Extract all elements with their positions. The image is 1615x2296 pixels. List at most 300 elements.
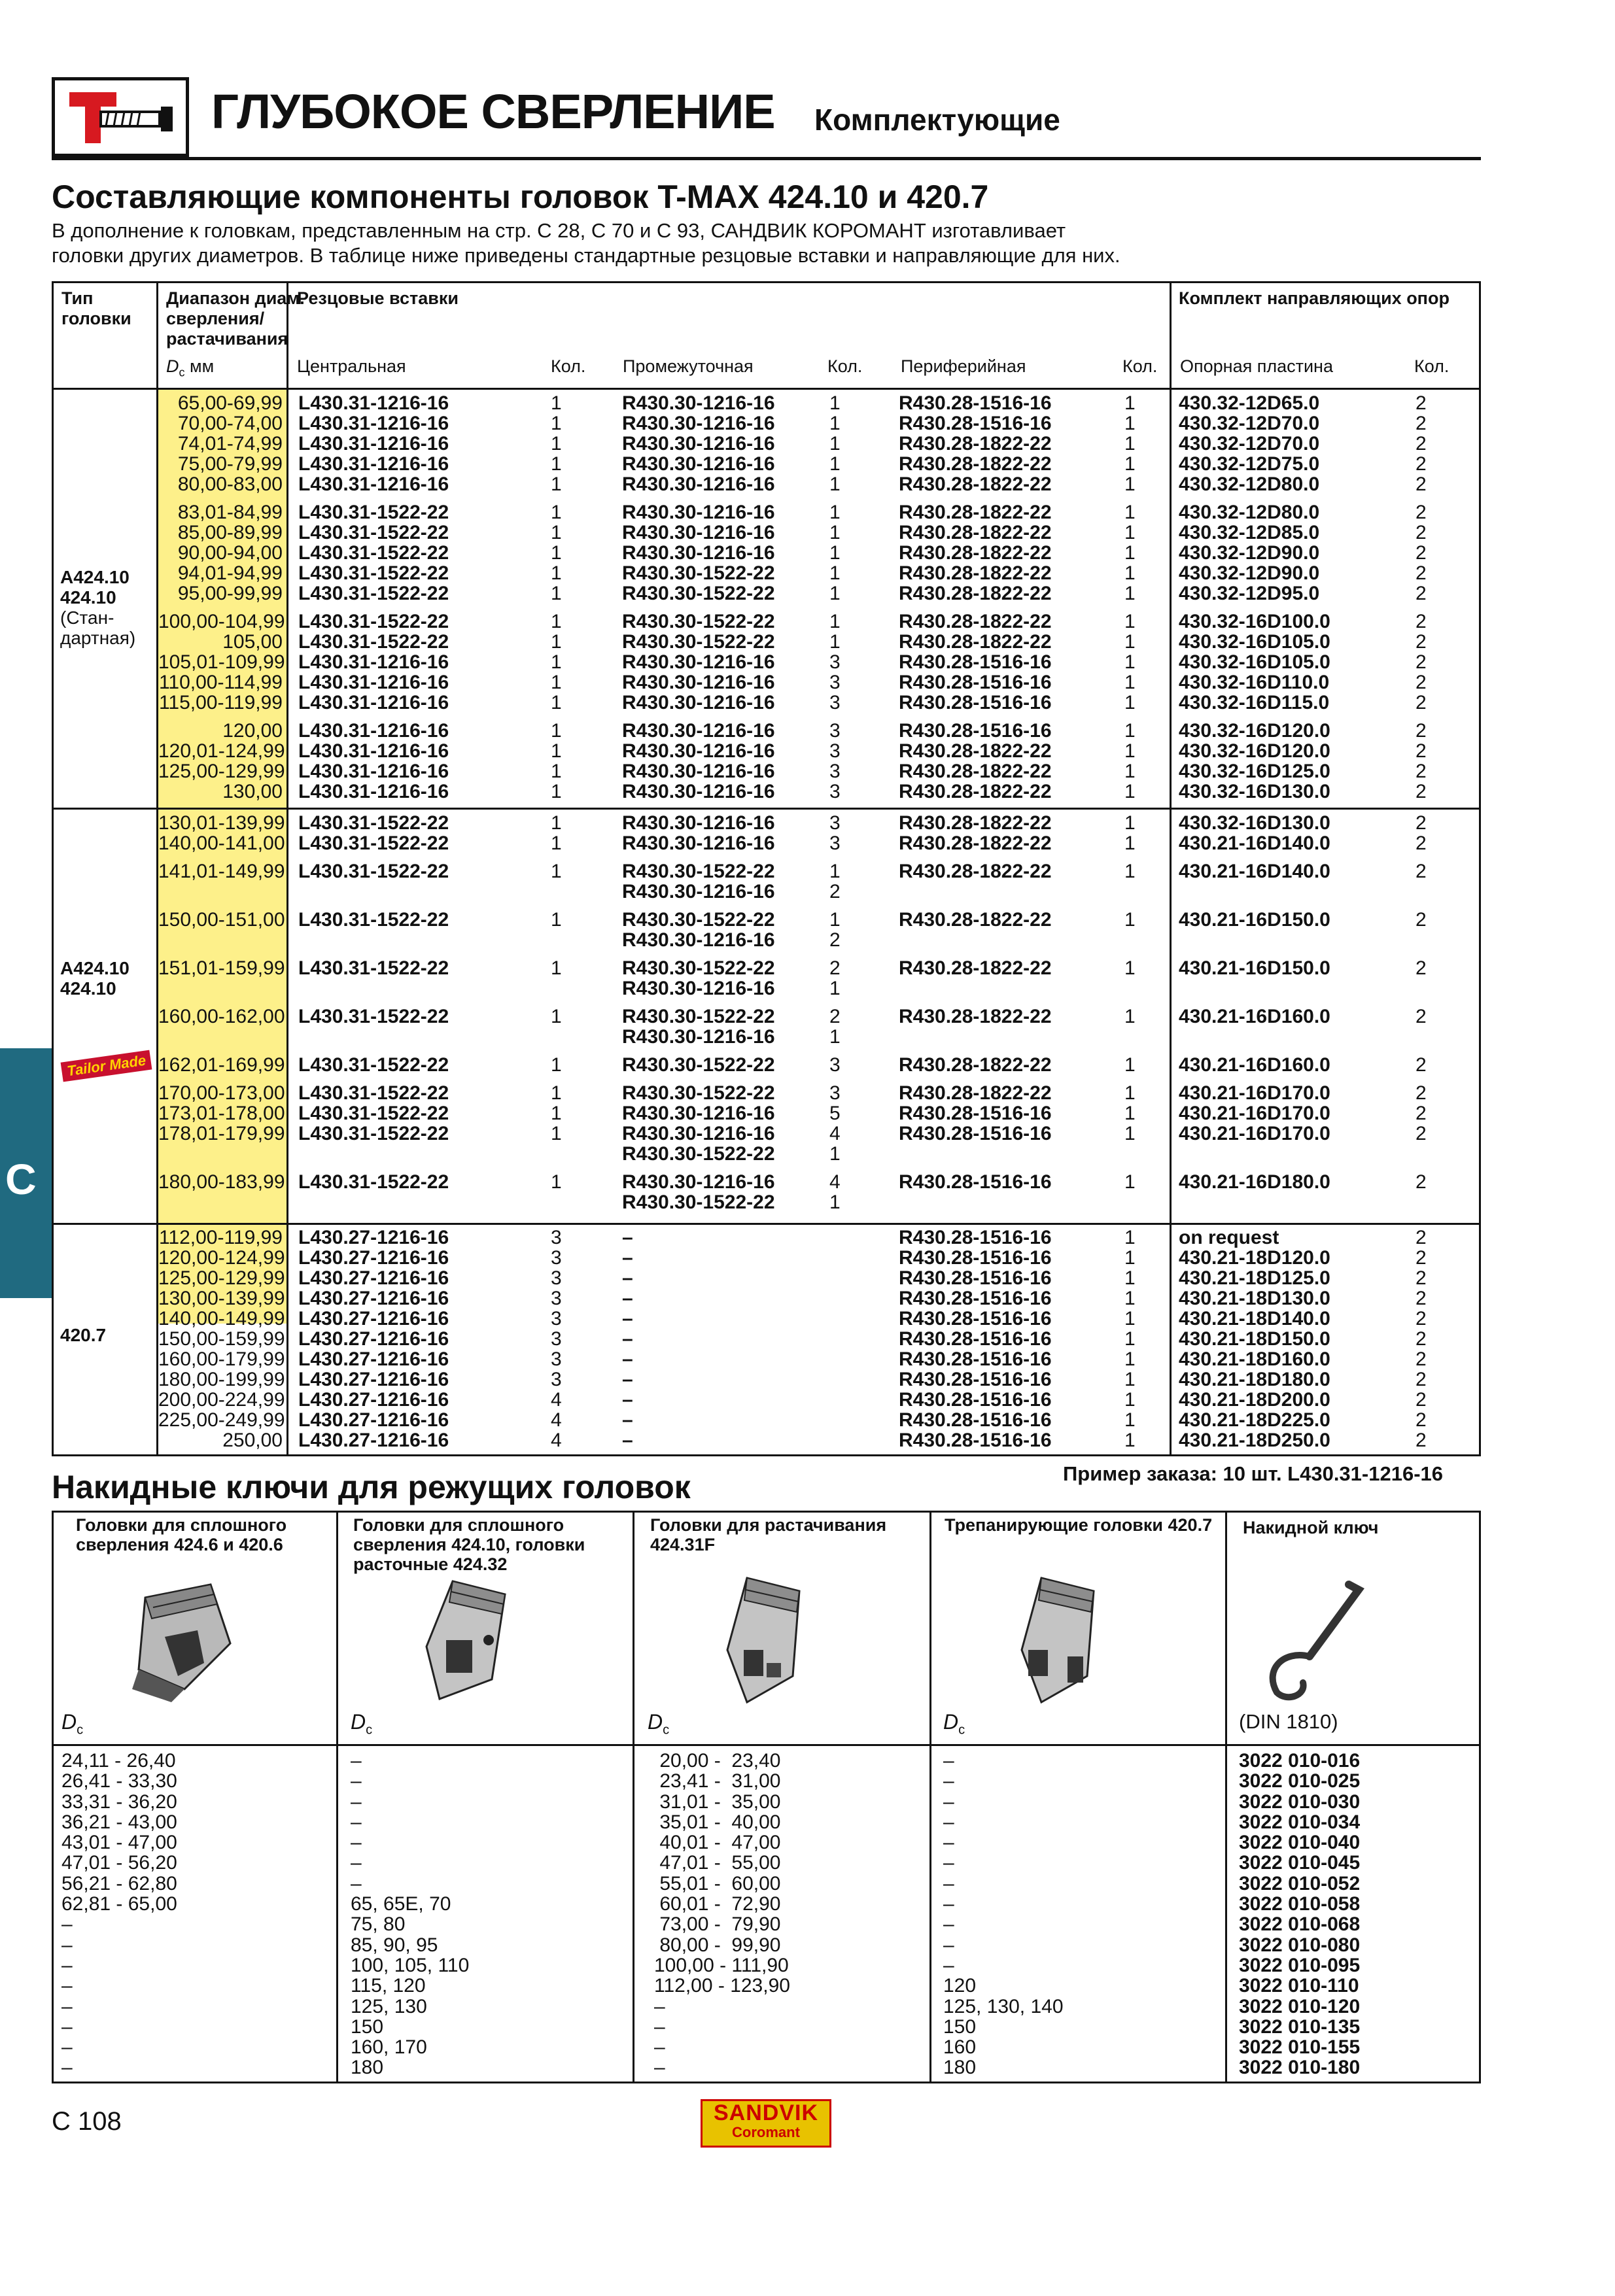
range: 100,00-104,99 [158, 611, 285, 632]
central-qty: 1 [551, 909, 562, 931]
range: 74,01-74,99 [177, 433, 283, 454]
range: 225,00-249,99 [158, 1409, 285, 1431]
support-plate: 430.21-18D160.0 [1179, 1348, 1330, 1370]
support-qty: 2 [1415, 1006, 1427, 1027]
support-qty: 2 [1415, 473, 1427, 495]
peripheral-insert: R430.28-1822-22 [899, 781, 1052, 802]
central-insert: L430.31-1522-22 [298, 1171, 449, 1193]
range: 130,00 [222, 781, 283, 802]
central-insert: L430.31-1216-16 [298, 672, 449, 693]
header-central: Центральная [297, 356, 406, 376]
deep-drilling-icon [55, 80, 186, 154]
support-qty: 2 [1415, 957, 1427, 979]
support-qty: 2 [1415, 720, 1427, 742]
intermediate-qty: 1 [829, 502, 841, 523]
central-qty: 3 [551, 1348, 562, 1370]
intermediate-insert: R430.30-1522-22 [622, 583, 775, 604]
list-item: – [61, 1934, 73, 1956]
list-item: – [61, 2036, 73, 2059]
support-qty: 2 [1415, 781, 1427, 802]
intermediate-insert: R430.30-1216-16 [622, 1026, 775, 1048]
intermediate-qty: 4 [829, 1123, 841, 1144]
intermediate-insert: R430.30-1216-16 [622, 832, 775, 854]
intermediate-insert: R430.30-1216-16 [622, 453, 775, 475]
list-item: – [654, 2057, 665, 2079]
keys-col-header: Накидной ключ [1243, 1518, 1379, 1537]
intermediate-insert: R430.30-1216-16 [622, 542, 775, 564]
peripheral-insert: R430.28-1516-16 [899, 651, 1052, 673]
support-qty: 2 [1415, 1123, 1427, 1144]
peripheral-qty: 1 [1124, 1082, 1136, 1104]
central-qty: 1 [551, 1171, 562, 1193]
range: 140,00-149,99 [158, 1308, 285, 1329]
header-divider [54, 1744, 1479, 1746]
central-qty: 3 [551, 1369, 562, 1390]
central-insert: L430.31-1522-22 [298, 1082, 449, 1104]
support-qty: 2 [1415, 1389, 1427, 1411]
central-qty: 1 [551, 761, 562, 782]
list-item: – [351, 1811, 362, 1833]
range: 162,01-169,99 [158, 1054, 285, 1076]
intermediate-insert: R430.30-1522-22 [622, 1143, 775, 1165]
peripheral-qty: 1 [1124, 832, 1136, 854]
support-plate: 430.32-16D105.0 [1179, 631, 1330, 653]
intermediate-insert: R430.30-1216-16 [622, 978, 775, 999]
range: 112,00-119,99 [158, 1227, 283, 1248]
range: 75,00-79,99 [177, 453, 283, 475]
list-item: 3022 010-030 [1239, 1791, 1361, 1813]
column-divider [287, 283, 288, 1454]
peripheral-qty: 1 [1124, 781, 1136, 802]
central-qty: 3 [551, 1328, 562, 1350]
central-qty: 3 [551, 1288, 562, 1309]
support-plate: 430.32-12D70.0 [1179, 413, 1320, 434]
section-title: Накидные ключи для режущих головок [52, 1469, 691, 1505]
list-item: 150 [943, 2015, 977, 2038]
central-insert: L430.31-1522-22 [298, 812, 449, 834]
peripheral-insert: R430.28-1822-22 [899, 562, 1052, 584]
central-qty: 1 [551, 740, 562, 762]
header-support-plate: Опорная пластина [1180, 356, 1333, 376]
peripheral-insert: R430.28-1516-16 [899, 1369, 1052, 1390]
support-plate: 430.21-18D140.0 [1179, 1308, 1330, 1329]
peripheral-qty: 1 [1124, 1430, 1136, 1451]
column-divider [929, 1513, 931, 2082]
header-qty: Кол. [827, 356, 863, 376]
order-example: Пример заказа: 10 шт. L430.31-1216-16 [1063, 1462, 1444, 1485]
central-insert: L430.27-1216-16 [298, 1409, 449, 1431]
peripheral-qty: 1 [1124, 413, 1136, 434]
peripheral-qty: 1 [1124, 1288, 1136, 1309]
support-qty: 2 [1415, 1328, 1427, 1350]
list-item: 47,01 - 55,00 [654, 1852, 781, 1874]
range: 83,01-84,99 [177, 502, 283, 523]
list-item: 65, 65E, 70 [351, 1893, 451, 1915]
support-plate: 430.32-16D120.0 [1179, 720, 1330, 742]
list-item: 75, 80 [351, 1913, 406, 1936]
peripheral-insert: R430.28-1516-16 [899, 1247, 1052, 1269]
peripheral-insert: R430.28-1822-22 [899, 861, 1052, 882]
peripheral-insert: R430.28-1516-16 [899, 1288, 1052, 1309]
list-item: 3022 010-080 [1239, 1934, 1361, 1956]
range: 95,00-99,99 [177, 583, 283, 604]
support-qty: 2 [1415, 433, 1427, 454]
support-plate: 430.32-12D90.0 [1179, 562, 1320, 584]
list-item: – [351, 1832, 362, 1854]
list-item: 62,81 - 65,00 [61, 1893, 177, 1915]
list-item: 3022 010-155 [1239, 2036, 1361, 2059]
central-insert: L430.31-1216-16 [298, 781, 449, 802]
peripheral-qty: 1 [1124, 453, 1136, 475]
list-item: – [351, 1791, 362, 1813]
intermediate-qty: 3 [829, 812, 841, 834]
central-insert: L430.31-1522-22 [298, 631, 449, 653]
peripheral-qty: 1 [1124, 740, 1136, 762]
list-item: 23,41 - 31,00 [654, 1770, 781, 1792]
head-type-trepanning: 420.7 [60, 1325, 107, 1345]
dc-label: $D_c$ [351, 1710, 373, 1738]
central-qty: 1 [551, 562, 562, 584]
list-item: 33,31 - 36,20 [61, 1791, 177, 1813]
intermediate-qty: 2 [829, 881, 841, 902]
list-item: – [943, 1791, 954, 1813]
list-item: 180 [351, 2057, 384, 2079]
support-qty: 2 [1415, 1171, 1427, 1193]
peripheral-qty: 1 [1124, 1227, 1136, 1248]
intermediate-qty: 1 [829, 473, 841, 495]
range: 65,00-69,99 [177, 392, 283, 414]
list-item: 3022 010-045 [1239, 1852, 1361, 1874]
support-qty: 2 [1415, 583, 1427, 604]
intermediate-insert: R430.30-1216-16 [622, 502, 775, 523]
intermediate-insert: – [622, 1308, 633, 1329]
central-insert: L430.27-1216-16 [298, 1328, 449, 1350]
intermediate-qty: 1 [829, 453, 841, 475]
intermediate-insert: R430.30-1216-16 [622, 781, 775, 802]
central-qty: 1 [551, 1006, 562, 1027]
peripheral-insert: R430.28-1516-16 [899, 392, 1052, 414]
range: 80,00-83,00 [177, 473, 283, 495]
central-qty: 1 [551, 631, 562, 653]
intermediate-qty: 3 [829, 651, 841, 673]
list-item: 3022 010-120 [1239, 1995, 1361, 2017]
intro-text [52, 218, 1425, 268]
peripheral-qty: 1 [1124, 672, 1136, 693]
peripheral-qty: 1 [1124, 1369, 1136, 1390]
header-range: Диапазон диам. сверления/ растачивания [166, 288, 305, 349]
intermediate-insert: R430.30-1216-16 [622, 929, 775, 951]
peripheral-qty: 1 [1124, 1006, 1136, 1027]
list-item: – [943, 1954, 954, 1976]
range: 130,00-139,99 [158, 1288, 285, 1309]
peripheral-insert: R430.28-1822-22 [899, 1006, 1052, 1027]
intermediate-qty: 3 [829, 832, 841, 854]
intermediate-qty: 1 [829, 413, 841, 434]
support-plate: 430.21-16D150.0 [1179, 909, 1330, 931]
support-plate: 430.21-16D170.0 [1179, 1123, 1330, 1144]
central-insert: L430.31-1522-22 [298, 542, 449, 564]
list-item: 80,00 - 99,90 [654, 1934, 781, 1956]
peripheral-insert: R430.28-1822-22 [899, 583, 1052, 604]
dc-label: $D_c$ [61, 1710, 84, 1738]
chapter-letter: C [5, 1155, 37, 1203]
peripheral-insert: R430.28-1516-16 [899, 1171, 1052, 1193]
intermediate-insert: R430.30-1216-16 [622, 881, 775, 902]
support-qty: 2 [1415, 1348, 1427, 1370]
range: 140,00-141,00 [158, 832, 285, 854]
list-item: – [61, 1913, 73, 1936]
range: 160,00-162,00 [158, 1006, 285, 1027]
intermediate-insert: R430.30-1522-22 [622, 861, 775, 882]
range: 125,00-129,99 [158, 761, 285, 782]
range: 120,00 [222, 720, 283, 742]
group-divider [54, 808, 1479, 810]
peripheral-insert: R430.28-1822-22 [899, 740, 1052, 762]
central-qty: 1 [551, 1123, 562, 1144]
page-subtitle: Комплектующие [814, 103, 1060, 137]
support-plate: 430.21-18D225.0 [1179, 1409, 1330, 1431]
list-item: 24,11 - 26,40 [61, 1750, 176, 1772]
central-insert: L430.27-1216-16 [298, 1308, 449, 1329]
brand-sub: Coromant [732, 2124, 800, 2140]
list-item: 3022 010-058 [1239, 1893, 1361, 1915]
keys-col-values [943, 1751, 1064, 2078]
support-plate: 430.32-12D70.0 [1179, 433, 1320, 454]
peripheral-insert: R430.28-1822-22 [899, 502, 1052, 523]
list-item: – [351, 1852, 362, 1874]
range: 178,01-179,99 [158, 1123, 285, 1144]
keys-col-header: Трепанирующие головки 420.7 [945, 1515, 1213, 1535]
column-divider [336, 1513, 338, 2082]
intermediate-qty: 1 [829, 978, 841, 999]
intermediate-insert: R430.30-1216-16 [622, 812, 775, 834]
peripheral-qty: 1 [1124, 761, 1136, 782]
intermediate-qty: 1 [829, 522, 841, 543]
central-qty: 1 [551, 832, 562, 854]
intermediate-insert: – [622, 1348, 633, 1370]
header-divider [54, 388, 1479, 390]
column-divider [633, 1513, 634, 2082]
support-plate: 430.21-16D170.0 [1179, 1103, 1330, 1124]
peripheral-qty: 1 [1124, 909, 1136, 931]
intermediate-qty: 5 [829, 1103, 841, 1124]
list-item: – [943, 1893, 954, 1915]
central-qty: 1 [551, 1054, 562, 1076]
list-item: 56,21 - 62,80 [61, 1872, 177, 1894]
support-qty: 2 [1415, 1430, 1427, 1451]
peripheral-insert: R430.28-1516-16 [899, 1227, 1052, 1248]
keys-col-header: Головки для растачивания 424.31F [650, 1515, 887, 1554]
intro-line: головки других диаметров. В таблице ниже приведены стандартные резцовые вставки и направляющие для них. [52, 244, 1120, 267]
peripheral-qty: 1 [1124, 631, 1136, 653]
support-qty: 2 [1415, 1409, 1427, 1431]
intermediate-insert: R430.30-1522-22 [622, 909, 775, 931]
header-inserts: Резцовые вставки [297, 288, 459, 308]
header-qty: Кол. [551, 356, 586, 376]
intermediate-insert: R430.30-1216-16 [622, 473, 775, 495]
column-divider [1170, 389, 1172, 1456]
central-insert: L430.31-1216-16 [298, 740, 449, 762]
list-item: – [654, 2036, 665, 2059]
support-plate: 430.21-16D180.0 [1179, 1171, 1330, 1193]
intermediate-qty: 3 [829, 781, 841, 802]
header-range-unit: $D_c$ мм [166, 356, 215, 379]
support-plate: 430.32-12D80.0 [1179, 502, 1320, 523]
peripheral-insert: R430.28-1822-22 [899, 1054, 1052, 1076]
central-qty: 1 [551, 473, 562, 495]
support-qty: 2 [1415, 631, 1427, 653]
central-qty: 1 [551, 453, 562, 475]
intermediate-qty: 1 [829, 909, 841, 931]
peripheral-insert: R430.28-1822-22 [899, 611, 1052, 632]
intermediate-insert: R430.30-1522-22 [622, 957, 775, 979]
list-item: 3022 010-040 [1239, 1832, 1361, 1854]
support-plate: 430.32-16D115.0 [1179, 692, 1330, 713]
peripheral-qty: 1 [1124, 861, 1136, 882]
central-qty: 1 [551, 651, 562, 673]
central-insert: L430.27-1216-16 [298, 1430, 449, 1451]
intermediate-insert: R430.30-1522-22 [622, 1191, 775, 1213]
list-item: 180 [943, 2057, 977, 2079]
section-logo [52, 77, 189, 157]
hook-spanner-image [1251, 1571, 1381, 1702]
intermediate-qty: 1 [829, 1143, 841, 1165]
section-title: Составляющие компоненты головок T-MAX 424.10 и 420.7 [52, 179, 989, 215]
support-qty: 2 [1415, 832, 1427, 854]
central-insert: L430.31-1216-16 [298, 761, 449, 782]
list-item: – [351, 1750, 362, 1772]
peripheral-insert: R430.28-1822-22 [899, 957, 1052, 979]
list-item: 43,01 - 47,00 [61, 1832, 177, 1854]
page-number: C 108 [52, 2107, 122, 2136]
central-insert: L430.31-1522-22 [298, 909, 449, 931]
brand-name: SANDVIK [713, 2100, 819, 2125]
list-item: 3022 010-025 [1239, 1770, 1361, 1792]
peripheral-insert: R430.28-1516-16 [899, 1123, 1052, 1144]
central-insert: L430.27-1216-16 [298, 1348, 449, 1370]
list-item: – [654, 1995, 665, 2017]
trepanning-head-image [982, 1565, 1133, 1715]
range: 180,00-183,99 [158, 1171, 285, 1193]
support-qty: 2 [1415, 672, 1427, 693]
support-qty: 2 [1415, 522, 1427, 543]
support-plate: 430.32-16D105.0 [1179, 651, 1330, 673]
support-plate: 430.21-18D180.0 [1179, 1369, 1330, 1390]
list-item: – [943, 1872, 954, 1894]
range: 105,00 [222, 631, 283, 653]
list-item: 120 [943, 1975, 977, 1997]
peripheral-qty: 1 [1124, 812, 1136, 834]
list-item: 3022 010-095 [1239, 1954, 1361, 1976]
peripheral-qty: 1 [1124, 692, 1136, 713]
list-item: 31,01 - 35,00 [654, 1791, 781, 1813]
intermediate-insert: R430.30-1216-16 [622, 522, 775, 543]
support-qty: 2 [1415, 1247, 1427, 1269]
peripheral-qty: 1 [1124, 562, 1136, 584]
range: 115,00-119,99 [158, 692, 283, 713]
central-insert: L430.31-1216-16 [298, 392, 449, 414]
header-type: Тип головки [61, 288, 131, 328]
central-insert: L430.27-1216-16 [298, 1227, 449, 1248]
central-qty: 1 [551, 861, 562, 882]
peripheral-qty: 1 [1124, 1103, 1136, 1124]
list-item: 125, 130, 140 [943, 1995, 1064, 2017]
central-qty: 4 [551, 1430, 562, 1451]
central-insert: L430.31-1216-16 [298, 413, 449, 434]
central-insert: L430.31-1522-22 [298, 861, 449, 882]
peripheral-qty: 1 [1124, 651, 1136, 673]
peripheral-qty: 1 [1124, 1308, 1136, 1329]
central-qty: 1 [551, 542, 562, 564]
support-plate: 430.21-18D250.0 [1179, 1430, 1330, 1451]
central-insert: L430.31-1216-16 [298, 453, 449, 475]
peripheral-qty: 1 [1124, 1409, 1136, 1431]
support-qty: 2 [1415, 1103, 1427, 1124]
support-plate: 430.32-12D90.0 [1179, 542, 1320, 564]
central-insert: L430.31-1522-22 [298, 1006, 449, 1027]
intermediate-qty: 2 [829, 1006, 841, 1027]
intermediate-insert: – [622, 1267, 633, 1289]
support-plate: 430.21-18D125.0 [1179, 1267, 1330, 1289]
central-qty: 1 [551, 433, 562, 454]
header-qty: Кол. [1414, 356, 1450, 376]
intermediate-qty: 1 [829, 542, 841, 564]
support-qty: 2 [1415, 1288, 1427, 1309]
range: 70,00-74,00 [177, 413, 283, 434]
central-insert: L430.27-1216-16 [298, 1247, 449, 1269]
list-item: – [943, 1852, 954, 1874]
keys-col-header: Головки для сплошного сверления 424.6 и 420.6 [76, 1515, 287, 1554]
central-insert: L430.31-1522-22 [298, 522, 449, 543]
intermediate-insert: R430.30-1522-22 [622, 1006, 775, 1027]
peripheral-insert: R430.28-1822-22 [899, 522, 1052, 543]
central-insert: L430.31-1216-16 [298, 651, 449, 673]
keys-col-values [351, 1751, 469, 2078]
peripheral-insert: R430.28-1822-22 [899, 631, 1052, 653]
support-plate: on request [1179, 1227, 1279, 1248]
peripheral-insert: R430.28-1822-22 [899, 812, 1052, 834]
peripheral-insert: R430.28-1516-16 [899, 1389, 1052, 1411]
list-item: 3022 010-016 [1239, 1750, 1361, 1772]
peripheral-insert: R430.28-1822-22 [899, 433, 1052, 454]
peripheral-qty: 1 [1124, 1348, 1136, 1370]
peripheral-qty: 1 [1124, 433, 1136, 454]
peripheral-insert: R430.28-1516-16 [899, 1348, 1052, 1370]
central-insert: L430.31-1216-16 [298, 433, 449, 454]
head-type-standard: A424.10 424.10 (Стан- дартная) [60, 567, 136, 648]
peripheral-qty: 1 [1124, 1328, 1136, 1350]
peripheral-qty: 1 [1124, 611, 1136, 632]
support-plate: 430.21-16D140.0 [1179, 861, 1330, 882]
support-plate: 430.32-16D125.0 [1179, 761, 1330, 782]
peripheral-qty: 1 [1124, 1247, 1136, 1269]
intermediate-insert: R430.30-1522-22 [622, 631, 775, 653]
list-item: 100,00 - 111,90 [654, 1954, 789, 1976]
support-qty: 2 [1415, 761, 1427, 782]
list-item: – [654, 2015, 665, 2038]
intermediate-qty: 1 [829, 611, 841, 632]
intermediate-insert: – [622, 1369, 633, 1390]
intermediate-qty: 3 [829, 740, 841, 762]
intermediate-qty: 3 [829, 1082, 841, 1104]
list-item: 55,01 - 60,00 [654, 1872, 781, 1894]
list-item: – [351, 1770, 362, 1792]
intermediate-insert: R430.30-1216-16 [622, 1103, 775, 1124]
list-item: – [61, 1975, 73, 1997]
head-type-tailor: A424.10 424.10 [60, 958, 130, 999]
peripheral-insert: R430.28-1822-22 [899, 453, 1052, 475]
dc-label: $D_c$ [648, 1710, 670, 1738]
